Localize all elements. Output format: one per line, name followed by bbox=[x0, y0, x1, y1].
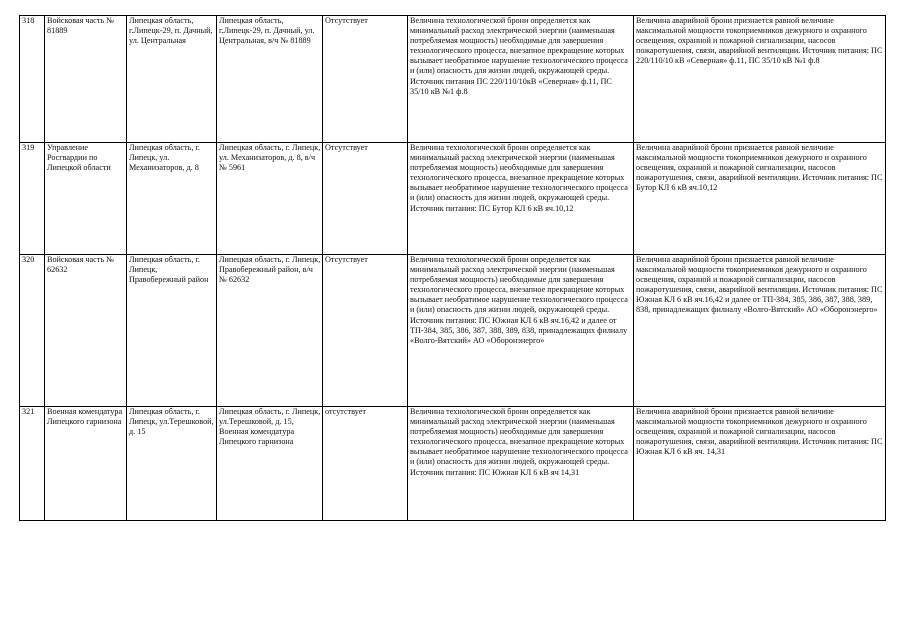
organization-name: Войсковая часть № 81889 bbox=[45, 16, 127, 143]
technological-reserve: Величина технологической брони определяется как минимальный расход электрической энергии (наименьшая потребляемая мощность) необходимые для завершения технологического процесса, внезапное прекращение которых вызывает необратимое нарушение технологического процесса и (или) опасность для жизни людей, окружающей среды. Источник питания: ПС Южная КЛ 6 кВ яч.16,42 и далее от ТП-384, 385, 386, 387, 388, 389, 838, принадлежащих филиалу «Волго-Вятский» АО «Оборонэнерго» bbox=[408, 255, 634, 407]
object-location: Липецкая область, г.Липецк-29, п. Дачный, ул. Центральная, в/ч № 81889 bbox=[217, 16, 323, 143]
reserve-table bbox=[19, 15, 886, 521]
organization-address: Липецкая область, г.Липецк-29, п. Дачный, ул. Центральная bbox=[127, 16, 217, 143]
emergency-reserve: Величина аварийной брони признается равной величине максимальной мощности токоприемников дежурного и охранного освещения, охранной и пожарной сигнализации, насосов пожаротушения, связи, аварийной вентиляции. Источник питания: ПС Южная КЛ 6 кВ яч.16,42 и далее от ТП-384, 385, 386, 387, 388, 389, 838, принадлежащих филиалу «Волго-Вятский» АО «Оборонэнерго» bbox=[634, 255, 886, 407]
row-number: 319 bbox=[20, 143, 45, 255]
organization-address: Липецкая область, г. Липецк, Правобережный район bbox=[127, 255, 217, 407]
organization-name: Управление Росгвардии по Липецкой области bbox=[45, 143, 127, 255]
presence-status: Отсутствует bbox=[323, 143, 408, 255]
organization-name: Войсковая часть № 62632 bbox=[45, 255, 127, 407]
organization-address: Липецкая область, г. Липецк, ул. Механизаторов, д. 8 bbox=[127, 143, 217, 255]
technological-reserve: Величина технологической брони определяется как минимальный расход электрической энергии (наименьшая потребляемая мощность) необходимые для завершения технологического процесса, внезапное прекращение которых вызывает необратимое нарушение технологического процесса и (или) опасность для жизни людей, окружающей среды. Источник питания ПС 220/110/10кВ «Северная» ф.11, ПС 35/10 кВ №1 ф.8 bbox=[408, 16, 634, 143]
table-row bbox=[20, 143, 886, 255]
emergency-reserve: Величина аварийной брони признается равной величине максимальной мощности токоприемников дежурного и охранного освещения, охранной и пожарной сигнализации, насосов пожаротушения, связи, аварийной вентиляции. Источник питания: ПС 220/110/10 кВ «Северная» ф.11, ПС 35/10 кВ №1 ф.8 bbox=[634, 16, 886, 143]
object-location: Липецкая область, г. Липецк, Правобережный район, в/ч № 62632 bbox=[217, 255, 323, 407]
technological-reserve: Величина технологической брони определяется как минимальный расход электрической энергии (наименьшая потребляемая мощность) необходимые для завершения технологического процесса, внезапное прекращение которых вызывает необратимое нарушение технологического процесса и (или) опасность для жизни людей, окружающей среды. Источник питания: ПС Южная КЛ 6 кВ яч 14,31 bbox=[408, 407, 634, 521]
row-number: 320 bbox=[20, 255, 45, 407]
presence-status: отсутствует bbox=[323, 407, 408, 521]
row-number: 318 bbox=[20, 16, 45, 143]
presence-status: Отсутствует bbox=[323, 255, 408, 407]
emergency-reserve: Величина аварийной брони признается равной величине максимальной мощности токоприемников дежурного и охранного освещения, охранной и пожарной сигнализации, насосов пожаротушения, связи, аварийной вентиляции. Источник питания: ПС Бутор КЛ 6 кВ яч.10,12 bbox=[634, 143, 886, 255]
presence-status: Отсутствует bbox=[323, 16, 408, 143]
table-row bbox=[20, 407, 886, 521]
object-location: Липецкая область, г. Липецк, ул.Терешковой, д. 15, Военная комендатура Липецкого гарнизона bbox=[217, 407, 323, 521]
organization-address: Липецкая область, г. Липецк, ул.Терешковой, д. 15 bbox=[127, 407, 217, 521]
table-row bbox=[20, 16, 886, 143]
row-number: 321 bbox=[20, 407, 45, 521]
technological-reserve: Величина технологической брони определяется как минимальный расход электрической энергии (наименьшая потребляемая мощность) необходимые для завершения технологического процесса, внезапное прекращение которых вызывает необратимое нарушение технологического процесса и (или) опасность для жизни людей, окружающей среды. Источник питания: ПС Бутор КЛ 6 кВ яч.10,12 bbox=[408, 143, 634, 255]
emergency-reserve: Величина аварийной брони признается равной величине максимальной мощности токоприемников дежурного и охранного освещения, охранной и пожарной сигнализации, насосов пожаротушения, связи, аварийной вентиляции. Источник питания: ПС Южная КЛ 6 кВ яч. 14,31 bbox=[634, 407, 886, 521]
organization-name: Военная комендатура Липецкого гарнизона bbox=[45, 407, 127, 521]
table-row bbox=[20, 255, 886, 407]
object-location: Липецкая область, г. Липецк, ул. Механизаторов, д. 8, в/ч № 5961 bbox=[217, 143, 323, 255]
